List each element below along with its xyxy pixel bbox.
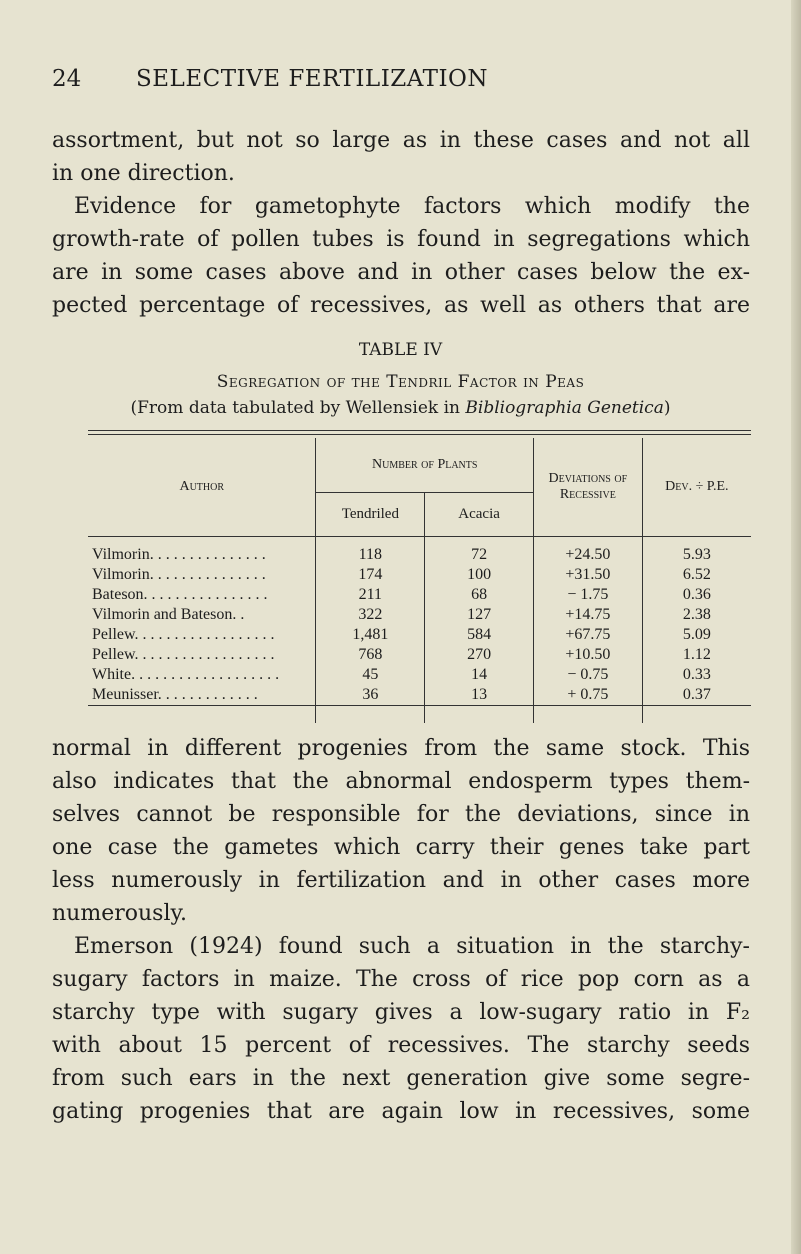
text-line: normal in different progenies from the same stock. This bbox=[52, 736, 750, 761]
acacia-cell: 14 bbox=[425, 665, 534, 685]
table-title: Segregation of the Tendril Factor in Peas bbox=[216, 372, 585, 392]
tendriled-cell: 45 bbox=[316, 665, 425, 685]
text-line: in one direction. bbox=[52, 161, 235, 186]
header-number-of-plants: Number of Plants bbox=[316, 438, 534, 492]
author-cell: Pellew. . . . . . . . . . . . . . . . . . bbox=[92, 625, 275, 643]
text-line: less numerously in fertilization and in other cases more bbox=[52, 868, 750, 893]
deviation-cell: +31.50 bbox=[533, 565, 642, 585]
tendriled-cell: 1,481 bbox=[316, 625, 425, 645]
table-row bbox=[88, 565, 751, 585]
deviation-cell: − 0.75 bbox=[533, 665, 642, 685]
author-cell: Pellew. . . . . . . . . . . . . . . . . . bbox=[92, 645, 275, 663]
text-line: Emerson (1924) found such a situation in the starchy- bbox=[74, 934, 750, 959]
table-row bbox=[88, 625, 751, 645]
acacia-cell: 584 bbox=[425, 625, 534, 645]
acacia-cell: 13 bbox=[425, 685, 534, 723]
text-line: selves cannot be responsible for the deviations, since in bbox=[52, 802, 750, 827]
table-source bbox=[0, 398, 801, 418]
acacia-cell: 68 bbox=[425, 585, 534, 605]
deviation-cell: +24.50 bbox=[533, 536, 642, 565]
tendriled-cell: 36 bbox=[316, 685, 425, 723]
page-number: 24 bbox=[52, 66, 82, 92]
text-line: assortment, but not so large as in these cases and not all bbox=[52, 128, 750, 153]
deviation-cell: +67.75 bbox=[533, 625, 642, 645]
table-row bbox=[88, 645, 751, 665]
table-row bbox=[88, 605, 751, 625]
table-row bbox=[88, 585, 751, 605]
tendriled-cell: 768 bbox=[316, 645, 425, 665]
table-label: TABLE IV bbox=[358, 340, 443, 360]
tendriled-cell: 118 bbox=[316, 536, 425, 565]
header-dev-pe: Dev. ÷ P.E. bbox=[642, 438, 751, 536]
text-line: pected percentage of recessives, as well as others that are bbox=[52, 293, 750, 318]
text-line: Evidence for gametophyte factors which modify the bbox=[74, 194, 750, 219]
text-line: starchy type with sugary gives a low-sugary ratio in F₂ bbox=[52, 1000, 750, 1025]
text-line: gating progenies that are again low in recessives, some bbox=[52, 1099, 750, 1124]
header-author: Author bbox=[88, 438, 316, 536]
text-line: sugary factors in maize. The cross of rice pop corn as a bbox=[52, 967, 750, 992]
author-cell: Vilmorin. . . . . . . . . . . . . . . bbox=[92, 545, 266, 563]
text-line: from such ears in the next generation give some segre- bbox=[52, 1066, 750, 1091]
author-cell: White. . . . . . . . . . . . . . . . . . . bbox=[92, 665, 280, 683]
deviation-cell: − 1.75 bbox=[533, 585, 642, 605]
text-line: one case the gametes which carry their genes take part bbox=[52, 835, 750, 860]
table-bottom-rule bbox=[88, 705, 751, 706]
dev-pe-cell: 0.33 bbox=[642, 665, 751, 685]
source-journal: Bibliographia Genetica bbox=[465, 398, 664, 418]
table-row bbox=[88, 536, 751, 565]
dev-pe-cell: 0.36 bbox=[642, 585, 751, 605]
deviation-cell: +14.75 bbox=[533, 605, 642, 625]
acacia-cell: 127 bbox=[425, 605, 534, 625]
acacia-cell: 270 bbox=[425, 645, 534, 665]
dev-pe-cell: 2.38 bbox=[642, 605, 751, 625]
dev-pe-cell: 1.12 bbox=[642, 645, 751, 665]
source-text: ) bbox=[663, 398, 671, 418]
author-cell: Meunisser. . . . . . . . . . . . . bbox=[92, 685, 258, 703]
source-text: (From data tabulated by Wellensiek in bbox=[130, 398, 466, 418]
author-cell: Vilmorin. . . . . . . . . . . . . . . bbox=[92, 565, 266, 583]
text-line: also indicates that the abnormal endosperm types them- bbox=[52, 769, 750, 794]
running-title: SELECTIVE FERTILIZATION bbox=[136, 66, 489, 92]
tendriled-cell: 174 bbox=[316, 565, 425, 585]
text-line: growth-rate of pollen tubes is found in segregations which bbox=[52, 227, 750, 252]
dev-pe-cell: 6.52 bbox=[642, 565, 751, 585]
dev-pe-cell: 0.37 bbox=[642, 685, 751, 723]
text-line: with about 15 percent of recessives. The starchy seeds bbox=[52, 1033, 750, 1058]
header-acacia: Acacia bbox=[425, 492, 534, 536]
author-cell: Bateson. . . . . . . . . . . . . . . . bbox=[92, 585, 268, 603]
header-deviations: Deviations of Recessive bbox=[533, 438, 642, 536]
acacia-cell: 72 bbox=[425, 536, 534, 565]
table-row bbox=[88, 665, 751, 685]
tendriled-cell: 211 bbox=[316, 585, 425, 605]
table-row bbox=[88, 685, 751, 723]
deviation-cell: + 0.75 bbox=[533, 685, 642, 723]
acacia-cell: 100 bbox=[425, 565, 534, 585]
author-cell: Vilmorin and Bateson. . bbox=[92, 605, 245, 623]
tendriled-cell: 322 bbox=[316, 605, 425, 625]
dev-pe-cell: 5.93 bbox=[642, 536, 751, 565]
text-line: are in some cases above and in other cases below the ex- bbox=[52, 260, 750, 285]
text-line: numerously. bbox=[52, 901, 187, 926]
deviation-cell: +10.50 bbox=[533, 645, 642, 665]
table-top-rule bbox=[88, 430, 751, 435]
header-tendriled: Tendriled bbox=[316, 492, 425, 536]
dev-pe-cell: 5.09 bbox=[642, 625, 751, 645]
page-edge bbox=[791, 0, 801, 1254]
data-table bbox=[88, 438, 751, 723]
